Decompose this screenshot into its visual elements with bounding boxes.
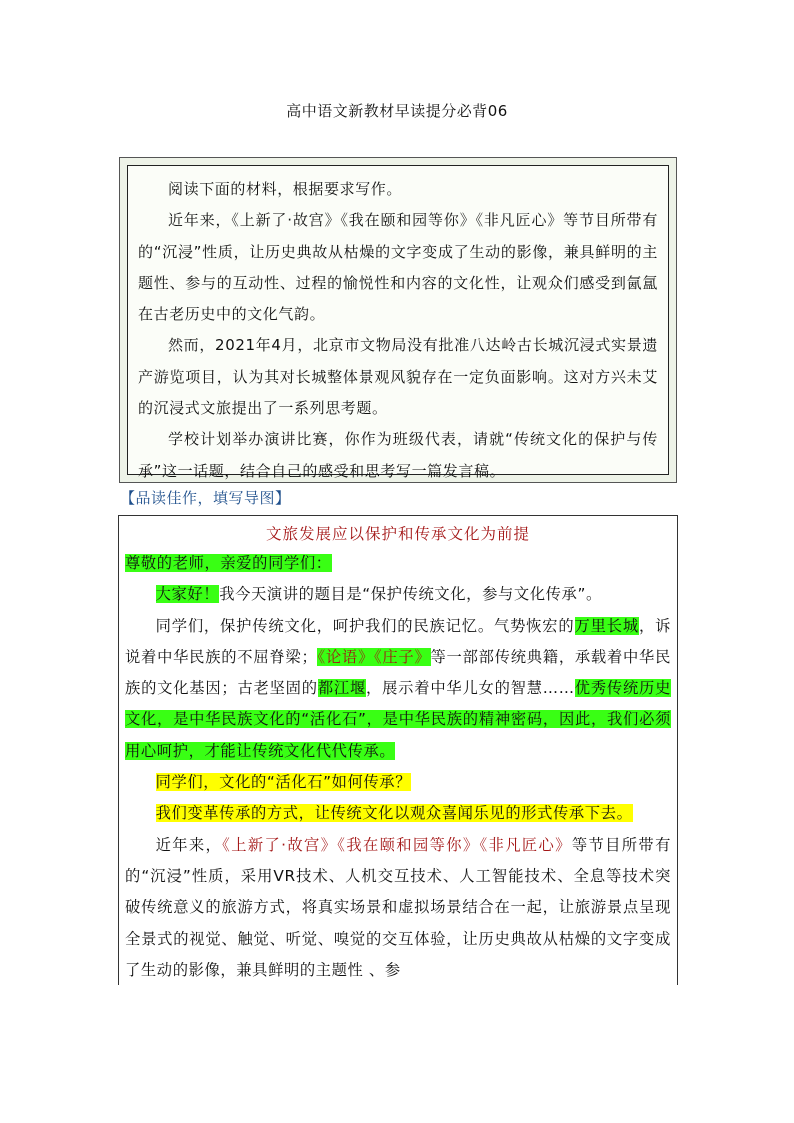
essay-answer bbox=[125, 798, 671, 829]
essay-title: 文旅发展应以保护和传承文化为前提 bbox=[265, 525, 530, 543]
essay-paragraph-examples bbox=[125, 611, 671, 767]
examples-text-b: ，诉说着中华民族的不屈脊梁； bbox=[125, 616, 671, 666]
thesis-highlight: 优秀传统历史文化，是中华民族文化的“活化石”，是中华民族的精神密码，因此，我们必须用心呵护，才能让传统文化代代传承。 bbox=[125, 679, 672, 760]
prompt-paragraph-1: 阅读下面的材料，根据要求写作。 bbox=[168, 180, 403, 198]
prompt-paragraph-3: 然而，2021年4月，北京市文物局没有批准八达岭古长城沉浸式实景遗产游览项目，认为其对长城整体景观风貌存在一定负面影响。这对方兴未艾的沉浸式文旅提出了一系列思考题。 bbox=[138, 336, 658, 418]
essay-box bbox=[118, 515, 678, 985]
page-title: 高中语文新教材早读提分必背06 bbox=[286, 102, 508, 120]
examples-text-c: 等一部部传统典籍，承载着中华民族的文化基因；古老坚固的 bbox=[125, 647, 671, 698]
prompt-paragraph-2: 近年来，《上新了·故宫》《我在颐和园等你》《非凡匠心》等节目所带有的“沉浸”性质，让历史典故从枯燥的文字变成了生动的影像，兼具鲜明的主题性、参与的互动性、过程的愉悦性和内容的文化性，让观众们感受到氤氲在古老历史中的文化气韵。 bbox=[138, 211, 658, 324]
shows-text-b: 等节目所带有的“沉浸”性质，采用VR技术、人机交互技术、人工智能技术、全息等技术突破传统意义的旅游方式，将真实场景和虚拟场景结合在一起，让旅游景点呈现全景式的视觉、触觉、听觉、嗅觉的交互体验，让历史典故从枯燥的文字变成了生动的影像，兼具鲜明的主题性 、参 bbox=[125, 835, 671, 979]
question-highlight: 同学们，文化的“活化石”如何传承？ bbox=[155, 773, 412, 792]
greeting-text: 我今天演讲的题目是“保护传统文化，参与文化传承”。 bbox=[219, 585, 602, 604]
examples-text-a: 同学们，保护传统文化，呵护我们的民族记忆。气势恢宏的 bbox=[155, 616, 575, 635]
essay-salutation bbox=[125, 548, 671, 579]
prompt-inner-frame bbox=[127, 165, 669, 480]
prompt-box bbox=[119, 157, 677, 483]
great-wall-highlight: 万里长城 bbox=[574, 616, 639, 635]
answer-highlight: 我们变革传承的方式，让传统文化以观众喜闻乐见的形式传承下去。 bbox=[155, 804, 633, 823]
essay-paragraph-shows bbox=[125, 830, 671, 985]
essay-greeting bbox=[125, 579, 671, 610]
shows-text-a: 近年来， bbox=[155, 835, 223, 854]
prompt-paragraph-4: 学校计划举办演讲比赛，你作为班级代表，请就“传统文化的保护与传承”这一话题，结合自己的感受和思考写一篇发言稿。 bbox=[138, 430, 658, 480]
section-label: 【品读佳作，填写导图】 bbox=[120, 489, 291, 507]
greeting-highlight: 大家好！ bbox=[155, 585, 220, 604]
dujiangyan-highlight: 都江堰 bbox=[317, 679, 367, 698]
salutation-highlight: 尊敬的老师，亲爱的同学们： bbox=[125, 554, 332, 572]
essay-question bbox=[125, 767, 671, 798]
examples-text-d: ，展示着中华儿女的智慧…… bbox=[366, 679, 575, 698]
shows-titles: 《上新了·故宫》《我在颐和园等你》《非凡匠心》 bbox=[222, 835, 572, 854]
classics-highlight: 《论语》《庄子》 bbox=[317, 647, 431, 666]
